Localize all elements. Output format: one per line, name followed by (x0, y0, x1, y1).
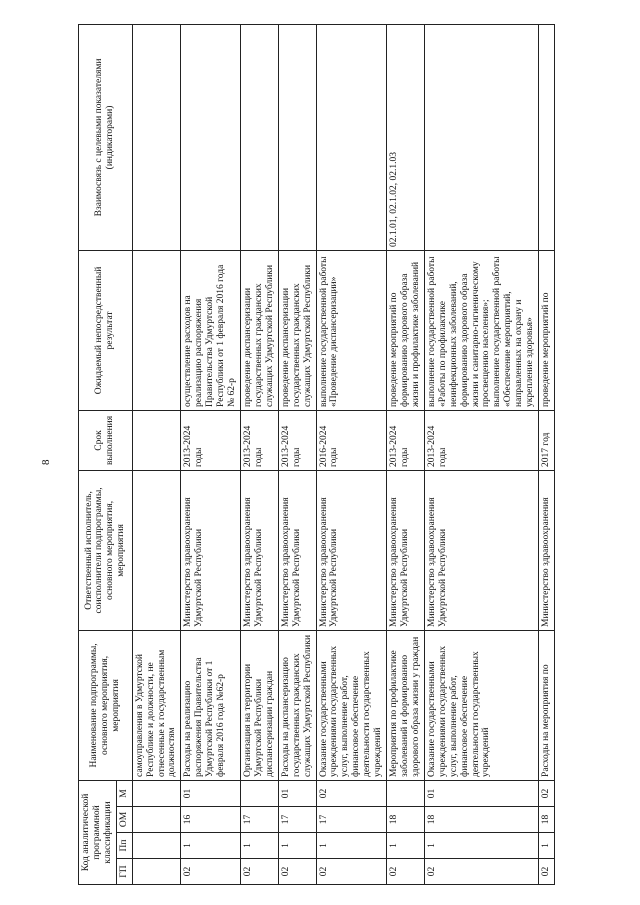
cell-pp: 1 (181, 833, 241, 859)
cell-name: Оказание государственными учреждениями государственных услуг, выполнение работ, финансовое обеспечение деятельности государственных учреждений (424, 630, 538, 780)
cell-term (132, 410, 181, 470)
cell-gp: 02 (181, 859, 241, 885)
cell-m: 01 (181, 780, 241, 806)
header-om: ОМ (116, 807, 132, 833)
cell-link (181, 24, 241, 250)
cell-om: 17 (278, 807, 316, 833)
cell-term: 2013-2024 годы (387, 410, 425, 470)
cell-link (424, 24, 538, 250)
cell-result: проведение мероприятий по формированию здорового образа жизни и профилактике заболеваний (387, 250, 425, 410)
cell-m: 01 (424, 780, 538, 806)
cell-responsible (132, 470, 181, 630)
cell-om: 18 (387, 807, 425, 833)
cell-responsible: Министерство здравоохранения (539, 470, 555, 630)
cell-result (132, 250, 181, 410)
cell-gp: 02 (278, 859, 316, 885)
cell-result: выполнение государственной работы «Работы по профилактике неинфекционных заболеваний, формированию здорового образа жизни и санитарно-гигиеническому просвещению населения»; выполнение государственной работы «Обеспечение мероприятий, направленных на охрану и укрепление здоровья» (424, 250, 538, 410)
cell-name: Оказание государственными учреждениями государственных услуг, выполнение работ, финансовое обеспечение деятельности государственных учреждений (316, 630, 387, 780)
cell-link (278, 24, 316, 250)
cell-result: проведение диспансеризации государственных гражданских служащих Удмуртской Республики (278, 250, 316, 410)
cell-gp: 02 (240, 859, 278, 885)
cell-term: 2013-2024 годы (278, 410, 316, 470)
page-number: 8 (40, 459, 52, 465)
cell-pp: 1 (316, 833, 387, 859)
cell-m (240, 780, 278, 806)
header-code: Код аналитической программной классификации (79, 780, 117, 884)
cell-name: самоуправления в Удмуртской Республике и должности, не отнесенные к государственным должностям (132, 630, 181, 780)
table-row (132, 24, 181, 884)
header-gp: ГП (116, 859, 132, 885)
cell-responsible: Министерство здравоохранения Удмуртской Республики (316, 470, 387, 630)
cell-pp (132, 833, 181, 859)
table-row (424, 24, 538, 884)
table-row (316, 24, 387, 884)
cell-link (539, 24, 555, 250)
cell-responsible: Министерство здравоохранения Удмуртской Республики (240, 470, 278, 630)
table-row (387, 24, 425, 884)
cell-name: Расходы на диспансеризацию государственных гражданских служащих Удмуртской Республики (278, 630, 316, 780)
cell-name: Организация на территории Удмуртской Республики диспансеризации граждан (240, 630, 278, 780)
cell-link (316, 24, 387, 250)
cell-result: выполнение государственной работы «Проведение диспансеризации» (316, 250, 387, 410)
cell-pp: 1 (387, 833, 425, 859)
cell-link (132, 24, 181, 250)
cell-pp: 1 (278, 833, 316, 859)
header-link: Взаимосвязь с целевыми показателями (индикаторами) (79, 24, 133, 250)
cell-responsible: Министерство здравоохранения Удмуртской Республики (278, 470, 316, 630)
cell-m (132, 780, 181, 806)
header-term: Срок выполнения (79, 410, 133, 470)
cell-responsible: Министерство здравоохранения Удмуртской Республики (424, 470, 538, 630)
cell-m (387, 780, 425, 806)
cell-name: Мероприятия по профилактике заболеваний и формированию здорового образа жизни у граждан (387, 630, 425, 780)
cell-gp: 02 (539, 859, 555, 885)
header-name: Наименование подпрограммы, основного мероприятия, мероприятия (79, 630, 133, 780)
table-row (181, 24, 241, 884)
cell-m: 01 (278, 780, 316, 806)
cell-name: Расходы на мероприятия по (539, 630, 555, 780)
cell-gp (132, 859, 181, 885)
cell-om (132, 807, 181, 833)
cell-gp: 02 (316, 859, 387, 885)
cell-pp: 1 (240, 833, 278, 859)
cell-pp: 1 (424, 833, 538, 859)
cell-result: проведение диспансеризации государственных гражданских служащих Удмуртской Республики (240, 250, 278, 410)
cell-name: Расходы на реализацию распоряжения Правительства Удмуртской Республики от 1 февраля 2016 года №62-р (181, 630, 241, 780)
table-row (539, 24, 555, 884)
header-pp: Пп (116, 833, 132, 859)
cell-gp: 02 (387, 859, 425, 885)
cell-pp: 1 (539, 833, 555, 859)
header-m: М (116, 780, 132, 806)
cell-result: проведение мероприятий по (539, 250, 555, 410)
cell-om: 18 (539, 807, 555, 833)
cell-result: осуществление расходов на реализацию распоряжения Правительства Удмуртской Республики от 1 февраля 2016 года № 62-р (181, 250, 241, 410)
header-responsible: Ответственный исполнитель, соисполнители подпрограммы, основного мероприятия, мероприятия (79, 470, 133, 630)
cell-m: 02 (316, 780, 387, 806)
header-result: Ожидаемый непосредственный результат (79, 250, 133, 410)
cell-term: 2017 год (539, 410, 555, 470)
cell-term: 2013-2024 годы (240, 410, 278, 470)
cell-responsible: Министерство здравоохранения Удмуртской Республики (181, 470, 241, 630)
cell-om: 16 (181, 807, 241, 833)
cell-gp: 02 (424, 859, 538, 885)
table-row (278, 24, 316, 884)
cell-term: 2013-2024 годы (424, 410, 538, 470)
cell-term: 2013-2024 годы (181, 410, 241, 470)
cell-om: 18 (424, 807, 538, 833)
cell-m: 02 (539, 780, 555, 806)
table-row (240, 24, 278, 884)
program-table (78, 24, 555, 885)
cell-link: 02.1.01, 02.1.02, 02.1.03 (387, 24, 425, 250)
cell-term: 2016-2024 годы (316, 410, 387, 470)
cell-responsible: Министерство здравоохранения Удмуртской Республики (387, 470, 425, 630)
cell-link (240, 24, 278, 250)
cell-om: 17 (316, 807, 387, 833)
cell-om: 17 (240, 807, 278, 833)
